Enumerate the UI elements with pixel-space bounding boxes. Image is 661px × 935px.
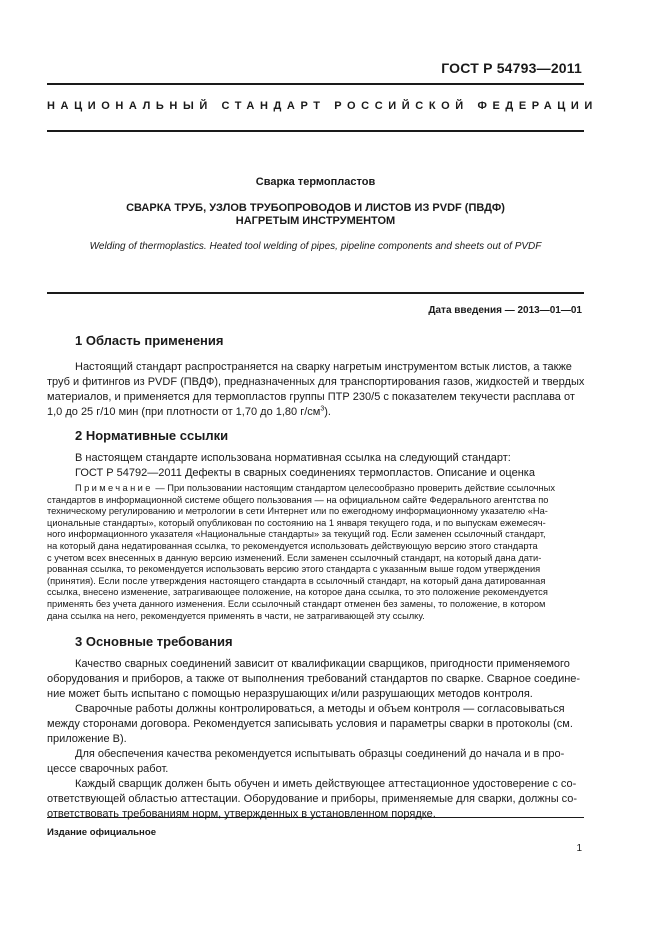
national-standard-heading: НАЦИОНАЛЬНЫЙ СТАНДАРТ РОССИЙСКОЙ ФЕДЕРАЦИИ — [47, 100, 598, 112]
header-bottom-rule — [47, 130, 584, 132]
body-line: ГОСТ Р 54792—2011 Дефекты в сварных соединениях термопластов. Описание и оценка — [75, 467, 535, 479]
header-rule — [47, 83, 584, 85]
note-line: стандартов в информационной системе общего пользования — на официальном сайте Федерального агентства по — [47, 494, 549, 505]
body-line: ответствовать требованиям норм, утвержденных в установленном порядке. — [47, 808, 436, 820]
page-number: 1 — [576, 843, 582, 854]
body-line: цессе сварочных работ. — [47, 763, 169, 775]
english-title: Welding of thermoplastics. Heated tool welding of pipes, pipeline components and sheets out of PVDF — [89, 241, 542, 252]
note-line: ного информационного указателя «Национальные стандарты» за текущий год. Если заменен ссылочный стандарт, — [47, 529, 546, 540]
note-line: ссылка, внесено изменение, затрагивающее положение, на которое дана ссылка, то это положение рекомендуется — [47, 587, 548, 598]
note-line: с учетом всех внесенных в данную версию изменений. Если заменен ссылочный стандарт, на который дана дати- — [47, 552, 542, 563]
footer-rule — [47, 817, 584, 818]
section-2-body — [47, 451, 582, 481]
note-line — [75, 483, 582, 495]
section-1-body — [47, 360, 585, 420]
body-line-text: ). — [324, 406, 331, 418]
superscript: 3 — [320, 405, 325, 413]
note-line: рованная ссылка, то рекомендуется использовать версию этого стандарта с указанным выше годом утверждения — [47, 564, 541, 575]
standard-title-line-2: НАГРЕТЫМ ИНСТРУМЕНТОМ — [235, 215, 396, 227]
standard-title — [47, 202, 584, 228]
note-line: применять без учета данного изменения. Если ссылочный стандарт отменен без замены, то положение, в котором — [47, 598, 546, 609]
body-line: Сварочные работы должны контролироваться, а методы и объем контроля — согласовываться — [75, 703, 565, 715]
section-1-heading: 1 Область применения — [75, 333, 224, 348]
note-text: — При пользовании настоящим стандартом целесообразно проверить действие ссылочных — [152, 483, 555, 493]
section-3-heading: 3 Основные требования — [75, 634, 233, 649]
body-line: приложение В). — [47, 733, 127, 745]
body-line: оборудования и приборов, а также от выполнения требований стандартов по сварке. Сварное соедине- — [47, 673, 581, 685]
document-code: ГОСТ Р 54793—2011 — [441, 60, 582, 76]
body-line: В настоящем стандарте использована нормативная ссылка на следующий стандарт: — [75, 452, 511, 464]
standard-title-line-1: СВАРКА ТРУБ, УЗЛОВ ТРУБОПРОВОДОВ И ЛИСТОВ ИЗ PVDF (ПВДФ) — [126, 202, 505, 214]
note-line: (принятия). Если после утверждения настоящего стандарта в ссылочный стандарт, на который дана датированная — [47, 575, 546, 586]
group-title: Сварка термопластов — [255, 176, 376, 188]
body-line: ние может быть испытано с помощью неразрушающих и/или разрушающих методов контроля. — [47, 688, 533, 700]
introduction-date: Дата введения — 2013—01—01 — [428, 305, 582, 316]
section-3-body — [47, 657, 582, 822]
body-line: ответствующей областью аттестации. Оборудование и приборы, применяемые для сварки, должны со- — [47, 793, 578, 805]
body-line — [47, 405, 582, 420]
note-line: техническому регулированию и метрологии в сети Интернет или по ежегодному информационному указателю «На- — [47, 506, 548, 517]
body-line: труб и фитингов из PVDF (ПВДФ), предназначенных для транспортирования газов, жидкостей и твердых — [47, 376, 585, 388]
title-rule — [47, 292, 584, 294]
note-label: Примечание — [75, 483, 153, 493]
body-line: материалов, и применяется для термопластов группы ПТР 230/5 с показателем текучести расплава от — [47, 391, 575, 403]
body-line: Каждый сварщик должен быть обучен и иметь действующее аттестационное удостоверение с со- — [75, 778, 577, 790]
note-line: на который дана недатированная ссылка, то рекомендуется использовать действующую версию этого стандарта — [47, 540, 538, 551]
body-line: Качество сварных соединений зависит от квалификации сварщиков, пригодности применяемого — [75, 658, 570, 670]
body-line: Настоящий стандарт распространяется на сварку нагретым инструментом встык листов, а также — [75, 361, 572, 373]
official-edition-label: Издание официальное — [47, 827, 157, 838]
note-block — [47, 483, 582, 622]
body-line: Для обеспечения качества рекомендуется испытывать образцы соединений до начала и в про- — [75, 748, 565, 760]
body-line: между сторонами договора. Рекомендуется записывать условия и параметры сварки в протоколы (см. — [47, 718, 573, 730]
section-2-heading: 2 Нормативные ссылки — [75, 428, 229, 443]
note-line: дана ссылка на него, рекомендуется применять в части, не затрагивающей эту ссылку. — [47, 610, 425, 621]
body-line-text: 1,0 до 25 г/10 мин (при плотности от 1,70 до 1,80 г/см — [47, 406, 321, 418]
note-line: циональные стандарты», который опубликован по состоянию на 1 января текущего года, и по выпускам ежемесяч- — [47, 517, 546, 528]
